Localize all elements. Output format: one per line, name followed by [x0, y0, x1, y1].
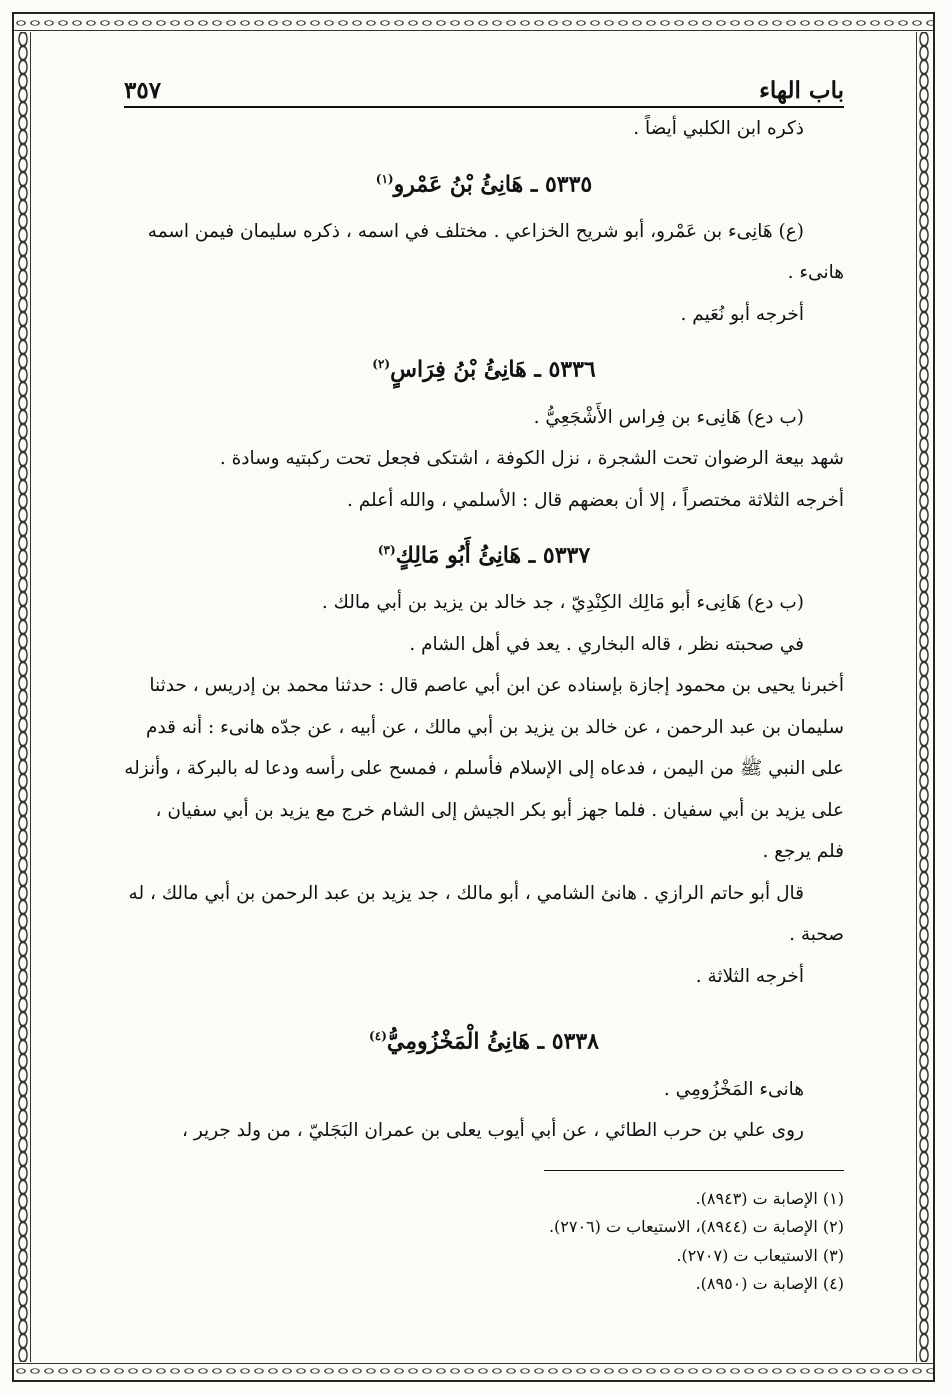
- entry-paragraph: شهد بيعة الرضوان تحت الشجرة ، نزل الكوفة ، اشتكى فجعل تحت ركبتيه وسادة .: [219, 448, 844, 470]
- footnote-ref: (٣): [377, 543, 396, 558]
- border-top-ornament: [14, 16, 933, 31]
- entry-heading-5336: [124, 341, 844, 392]
- entry-heading-5335: [124, 156, 844, 207]
- entry-paragraph: (ع) هَانِىء بن عَمْرو، أبو شريح الخزاعي . مختلف في اسمه ، ذكره سليمان فيمن اسمه هانىء .: [147, 220, 844, 284]
- entry-title: ٥٣٣٨ ـ هَانِئُ الْمَخْزُومِيُّ: [386, 1028, 599, 1055]
- border-left-ornament: [16, 32, 31, 1362]
- running-header: [124, 70, 844, 108]
- entry-paragraph: أخرجه أبو نُعَيم .: [680, 303, 804, 325]
- entry-paragraph: أخبرنا يحيى بن محمود إجازة بإسناده عن ابن أبي عاصم قال : حدثنا محمد بن إدريس ، حدثنا سليمان بن عبد الرحمن ، عن خالد بن يزيد بن أبي مالك ، عن أبيه ، عن جدّه هانىء : أنه قدم على النبي ﷺ من اليمن ، فدعاه إلى الإسلام فأسلم ، فمسح على رأسه ودعا له بالبركة ، وأنزله على يزيد بن أبي سفيان . فلما جهز أبو بكر الجيش إلى الشام خرج مع يزيد بن أبي سفيان ، فلم يرجع .: [124, 675, 844, 863]
- entry-paragraph: روى علي بن حرب الطائي ، عن أبي أيوب يعلى بن عمران البَجَليّ ، من ولد جرير ،: [182, 1120, 804, 1142]
- border-right-ornament: [916, 32, 931, 1362]
- entry-paragraph: قال أبو حاتم الرازي . هانئ الشامي ، أبو مالك ، جد يزيد بن عبد الرحمن بن أبي مالك ، له صحبة .: [128, 882, 844, 946]
- entry-heading-5337: [124, 527, 844, 578]
- entry-heading-5338: [124, 1013, 844, 1064]
- footnote-4: (٤) الإصابة ت (٨٩٥٠).: [695, 1274, 844, 1294]
- entry-paragraph: أخرجه الثلاثة .: [695, 965, 804, 987]
- footnote-ref: (٤): [369, 1029, 387, 1044]
- footnote-separator: [544, 1170, 844, 1171]
- entry-title: ٥٣٣٥ ـ هَانِئُ بْنُ عَمْرو: [393, 170, 593, 197]
- footnote-ref: (٢): [372, 357, 391, 372]
- entry-title: ٥٣٣٧ ـ هَانِئُ أَبُو مَالِكٍ: [395, 542, 591, 569]
- chapter-title: باب الهاء: [759, 77, 844, 104]
- footnote-1: (١) الإصابة ت (٨٩٤٣).: [695, 1188, 844, 1208]
- book-page: [124, 70, 844, 1299]
- main-text: [124, 108, 844, 1152]
- entry-paragraph: هانىء المَخْزُومِي .: [663, 1078, 804, 1100]
- entry-paragraph: في صحبته نظر ، قاله البخاري . يعد في أهل الشام .: [409, 633, 804, 655]
- border-bottom-ornament: [14, 1363, 933, 1378]
- spacer: [124, 997, 844, 1007]
- page-number: ٣٥٧: [124, 77, 162, 104]
- footnote-2: (٢) الإصابة ت (٨٩٤٤)، الاستيعاب ت (٢٧٠٦).: [548, 1217, 844, 1237]
- footnote-3: (٣) الاستيعاب ت (٢٧٠٧).: [676, 1245, 844, 1265]
- entry-title: ٥٣٣٦ ـ هَانِئُ بْنُ فِرَاسٍ: [390, 356, 596, 383]
- intro-line: ذكره ابن الكلبي أيضاً .: [633, 118, 804, 139]
- footnotes: [124, 1185, 844, 1299]
- entry-paragraph: (ب دع) هَانِىء بن فِراس الأَشْجَعِيُّ .: [533, 406, 804, 428]
- entry-paragraph: أخرجه الثلاثة مختصراً ، إلا أن بعضهم قال : الأسلمي ، والله أعلم .: [346, 489, 844, 511]
- entry-paragraph: (ب دع) هَانِىء أبو مَالِك الكِنْدِيّ ، جد خالد بن يزيد بن أبي مالك .: [321, 592, 804, 614]
- footnote-ref: (١): [375, 171, 394, 186]
